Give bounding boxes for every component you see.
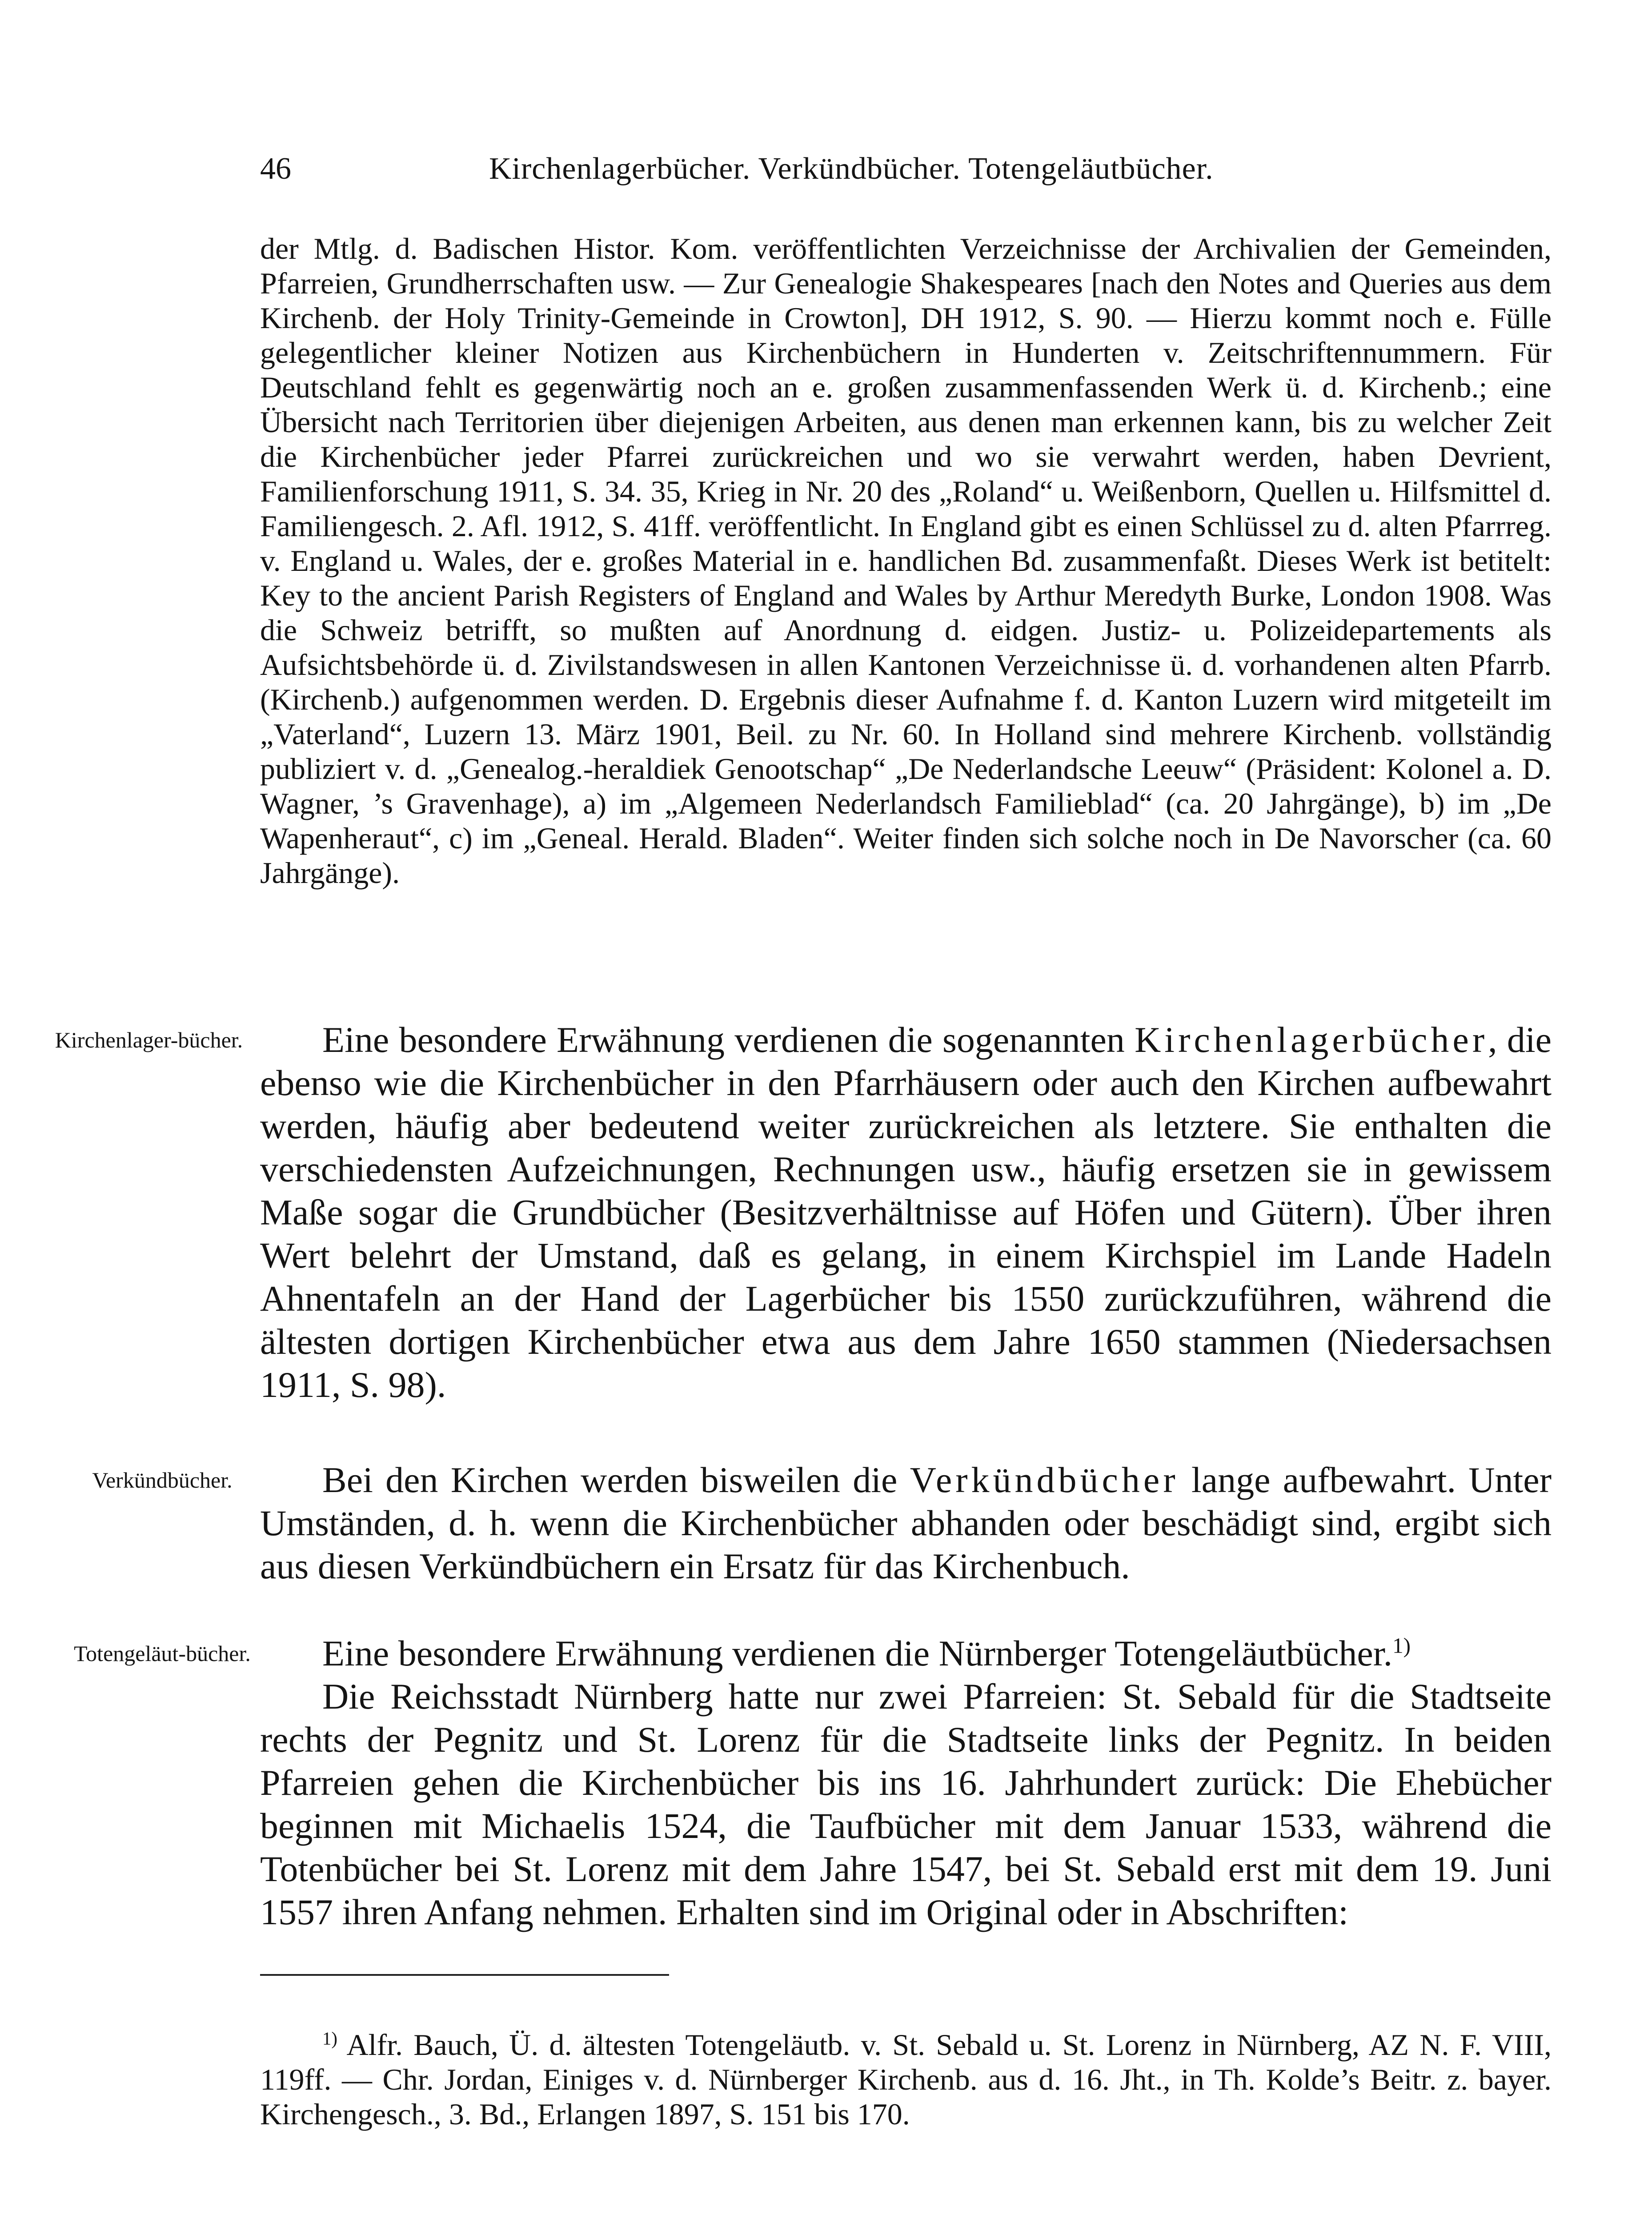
margin-note-verkuendbuecher: Verkündbücher.: [92, 1468, 233, 1493]
margin-note-totengelaeutbuecher: Totengeläut-bücher.: [74, 1641, 251, 1666]
footnote-1: [260, 2027, 1552, 2131]
small-print-paragraph: [260, 231, 1552, 890]
verk-text-post: lange aufbewahrt. Unter Umständen, d. h. wenn die Kirchenbücher abhanden oder beschädigt sind, ergibt sich aus diesen Verkündbüchern ein Ersatz für das Kirchenbuch.: [260, 1460, 1552, 1586]
running-title: Kirchenlagerbücher. Verkündbücher. Totengeläutbücher.: [489, 152, 1214, 186]
toten-intro-text: Eine besondere Erwähnung verdienen die Nürnberger Totengeläutbücher.: [322, 1633, 1393, 1673]
lager-text-pre: Eine besondere Erwähnung verdienen die sogenannten: [322, 1019, 1135, 1060]
paragraph-totengelaeutbuecher-intro: [260, 1632, 1552, 1675]
lager-text-post: , die ebenso wie die Kirchenbücher in den Pfarrhäusern oder auch den Kirchen aufbewahrt werden, häufig aber bedeutend weiter zurückreichen als letztere. Sie enthalten die verschiedensten Aufzeichnungen, Rechnungen usw., häufig ersetzen sie in gewissem Maße sogar die Grundbücher (Besitzverhältnisse auf Höfen und Gütern). Über ihren Wert belehrt der Umstand, daß es gelang, in einem Kirchspiel im Lande Hadeln Ahnentafeln an der Hand der Lagerbücher bis 1550 zurückzuführen, während die ältesten dortigen Kirchenbücher etwa aus dem Jahre 1650 stammen (Niedersachsen 1911, S. 98).: [260, 1019, 1552, 1405]
section-verkuendbuecher: [260, 1458, 1552, 1588]
footnote-reference: 1): [1392, 1633, 1411, 1658]
footnote-text: Alfr. Bauch, Ü. d. ältesten Totengeläutb. v. St. Sebald u. St. Lorenz in Nürnberg, AZ N. F. VIII, 119ff. — Chr. Jordan, Einiges v. d. Nürnberger Kirchenb. aus d. 16. Jht., in Th. Kolde’s Beitr. z. bayer. Kirchengesch., 3. Bd., Erlangen 1897, S. 151 bis 170.: [260, 2028, 1552, 2131]
verk-text-pre: Bei den Kirchen werden bisweilen die: [322, 1460, 910, 1500]
page-number: 46: [260, 152, 291, 186]
paragraph-nuernberg-pfarreien: Die Reichsstadt Nürnberg hatte nur zwei Pfarreien: St. Sebald für die Stadtseite rechts der Pegnitz und St. Lorenz für die Stadtseite links der Pegnitz. In beiden Pfarreien gehen die Kirchenbücher bis ins 16. Jahrhundert zurück: Die Ehebücher beginnen mit Michaelis 1524, die Taufbücher mit dem Januar 1533, während die Totenbücher bei St. Lorenz mit dem Jahre 1547, bei St. Sebald erst mit dem 19. Juni 1557 ihren Anfang nehmen. Erhalten sind im Original oder in Abschriften:: [260, 1676, 1552, 1932]
paragraph-kirchenlagerbuecher: [260, 1018, 1552, 1406]
lager-term: Kirchenlagerbücher: [1135, 1019, 1488, 1060]
verk-term: Verkündbücher: [910, 1460, 1179, 1500]
page-header: [260, 147, 1336, 191]
small-paragraph-text: der Mtlg. d. Badischen Histor. Kom. veröffentlichten Verzeichnisse der Archivalien der Gemeinden, Pfarreien, Grundherrschaften usw. — Zur Genealogie Shakespeares [nach den Notes and Queries aus dem Kirchenb. der Holy Trinity-Gemeinde in Crowton], DH 1912, S. 90. — Hierzu kommt noch e. Fülle gelegentlicher kleiner Notizen aus Kirchenbüchern in Hunderten v. Zeitschriftennummern. Für Deutschland fehlt es gegenwärtig noch an e. großen zusammenfassenden Werk ü. d. Kirchenb.; eine Übersicht nach Territorien über diejenigen Arbeiten, aus denen man erkennen kann, bis zu welcher Zeit die Kirchenbücher jeder Pfarrei zurückreichen und wo sie verwahrt werden, haben Devrient, Familienforschung 1911, S. 34. 35, Krieg in Nr. 20 des „Roland“ u. Weißenborn, Quellen u. Hilfsmittel d. Familiengesch. 2. Afl. 1912, S. 41ff. veröffentlicht. In England gibt es einen Schlüssel zu d. alten Pfarrreg. v. England u. Wales, der e. großes Material in e. handlichen Bd. zusammenfaßt. Dieses Werk ist betitelt: Key to the ancient Parish Registers of England and Wales by Arthur Meredyth Burke, London 1908. Was die Schweiz betrifft, so mußten auf Anordnung d. eidgen. Justiz- u. Polizeidepartements als Aufsichtsbehörde ü. d. Zivilstandswesen in allen Kantonen Verzeichnisse ü. d. vorhandenen alten Pfarrb. (Kirchenb.) aufgenommen werden. D. Ergebnis dieser Aufnahme f. d. Kanton Luzern wird mitgeteilt im „Vaterland“, Luzern 13. März 1901, Beil. zu Nr. 60. In Holland sind mehrere Kirchenb. vollständig publiziert v. d. „Genealog.-heraldiek Genootschap“ „De Nederlandsche Leeuw“ (Präsident: Kolonel a. D. Wagner, ’s Gravenhage), a) im „Algemeen Nederlandsch Familieblad“ (ca. 20 Jahrgänge), b) im „De Wapenheraut“, c) im „Geneal. Herald. Bladen“. Weiter finden sich solche noch in De Navorscher (ca. 60 Jahrgänge).: [260, 232, 1552, 890]
margin-note-kirchenlagerbuecher: Kirchenlager-bücher.: [55, 1027, 243, 1052]
footnotes: [260, 2027, 1552, 2131]
section-totengelaeutbuecher: [260, 1632, 1552, 1934]
paragraph-verkuendbuecher: [260, 1458, 1552, 1588]
footnote-mark: 1): [322, 2028, 337, 2049]
footnote-separator: [260, 1974, 669, 1976]
section-kirchenlagerbuecher: [260, 1018, 1552, 1406]
